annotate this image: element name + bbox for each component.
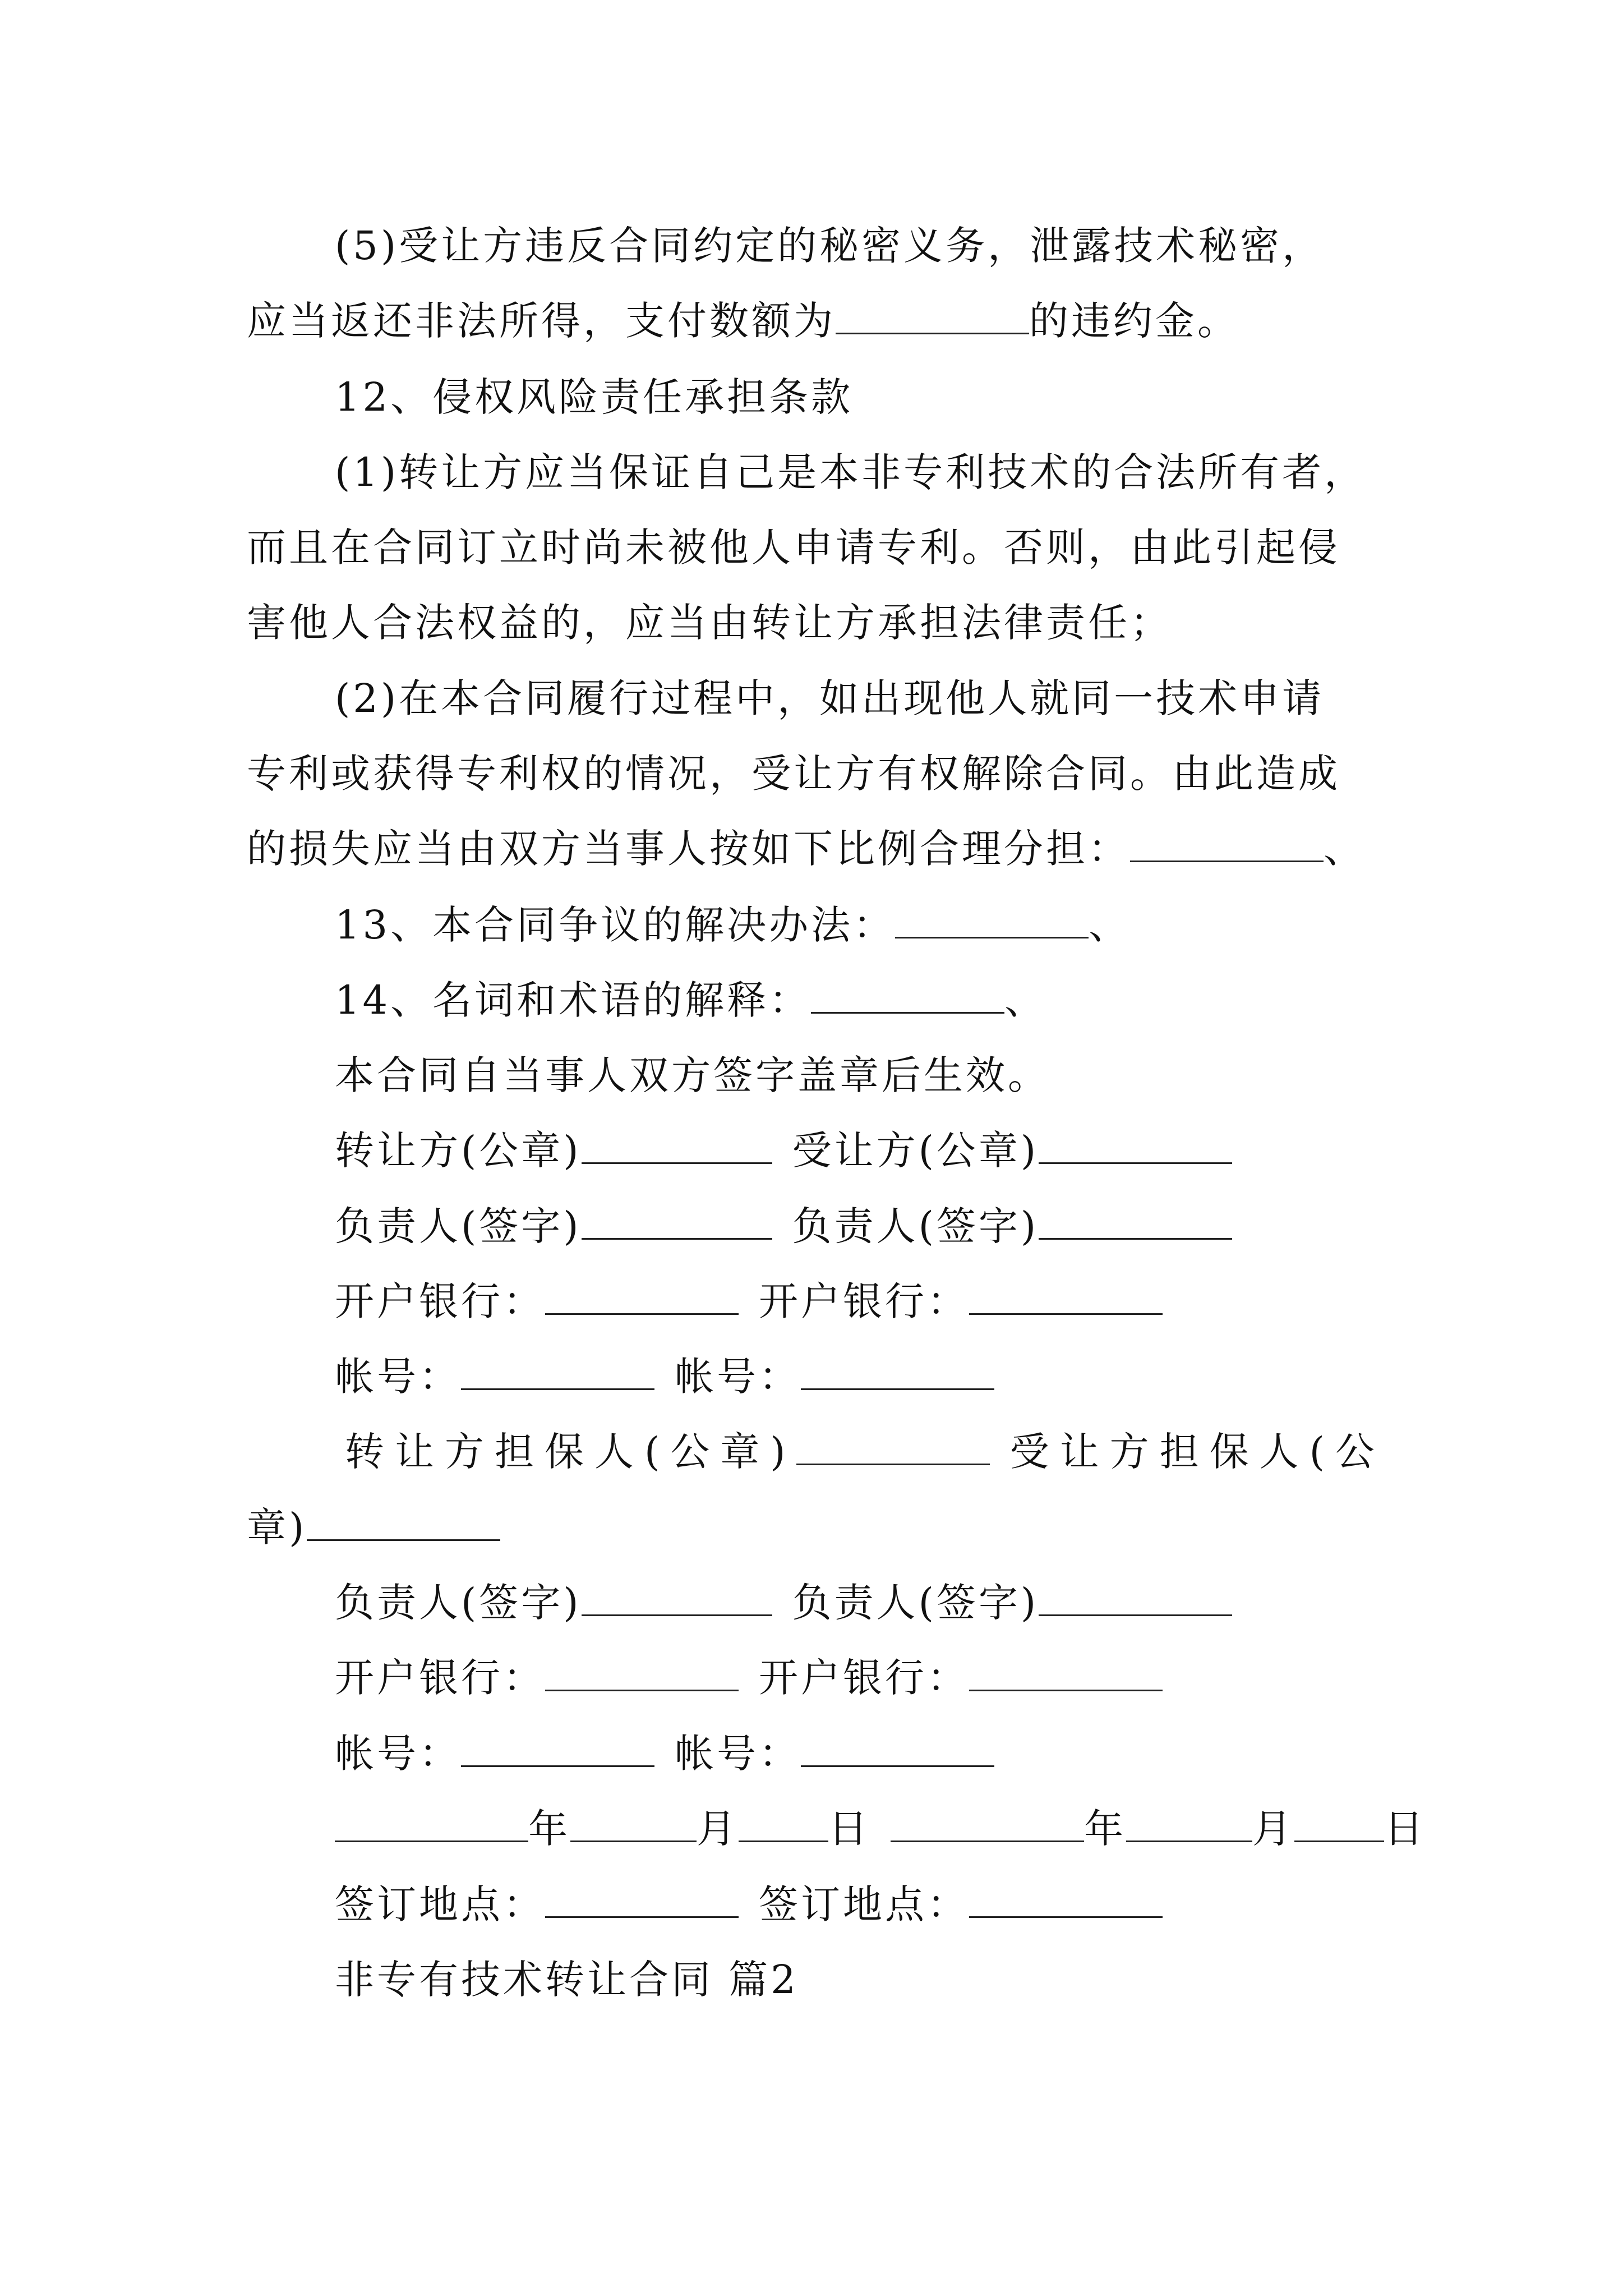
date-row: 年 月 日 年 月 日 [335,1803,1484,1854]
transferee-account-blank [801,1352,994,1390]
transferor-guarantor-bank-blank [545,1654,739,1691]
transferee-sign-place-blank [969,1880,1163,1918]
clause-12-1-line-3: 害他人合法权益的，应当由转让方承担法律责任； [247,600,1172,646]
bank-row: 开户银行： 开户银行： [335,1276,1484,1327]
guarantor-bank-row: 开户银行： 开户银行： [335,1653,1484,1703]
terms-definition-blank [811,976,1004,1014]
transferor-seal-blank [582,1126,772,1164]
clause-12-1-line-2: 而且在合同订立时尚未被他人申请专利。否则，由此引起侵 [247,524,1340,570]
clause-5-line-1: (5)受让方违反合同约定的秘密义务，泄露技术秘密， [335,223,1325,269]
transferee-day-blank [1294,1805,1384,1842]
transferor-account-blank [461,1352,654,1390]
transferee-month-blank [1126,1805,1252,1842]
loss-ratio-blank [1130,825,1324,862]
transferee-guarantor-seal-blank [307,1503,500,1541]
penalty-amount-blank [836,297,1029,334]
transferor-month-blank [570,1805,697,1842]
clause-12-2-line-1: (2)在本合同履行过程中，如出现他人就同一技术申请 [335,675,1325,721]
transferee-seal-blank [1039,1126,1232,1164]
transferee-guarantor-bank-blank [969,1654,1163,1691]
section-13-heading: 13、本合同争议的解决办法： 、 [335,902,1131,948]
transferee-signature-blank [1039,1202,1232,1240]
transferor-day-blank [739,1805,828,1842]
dispute-resolution-blank [895,901,1089,938]
section-14-heading: 14、名词和术语的解释： 、 [335,977,1047,1023]
transferee-guarantor-signature-blank [1039,1579,1232,1616]
clause-5-line-2: 应当返还非法所得，支付数额为 的违约金。 [247,298,1239,344]
guarantor-person-in-charge-row: 负责人(签字) 负责人(签字) [335,1577,1484,1628]
person-in-charge-row: 负责人(签字) 负责人(签字) [335,1201,1484,1251]
effective-statement: 本合同自当事人双方签字盖章后生效。 [335,1052,1050,1098]
transferor-guarantor-signature-blank [582,1579,772,1616]
clause-12-2-line-3: 的损失应当由双方当事人按如下比例合理分担： 、 [247,826,1366,872]
transferee-year-blank [891,1805,1084,1842]
transferor-guarantor-seal-blank [796,1428,990,1465]
transferee-bank-blank [969,1277,1163,1315]
account-row: 帐号： 帐号： [335,1351,1484,1402]
section-12-heading: 12、侵权风险责任承担条款 [335,374,854,420]
guarantor-account-row: 帐号： 帐号： [335,1728,1484,1779]
transferor-guarantor-account-blank [461,1729,654,1767]
transferor-bank-blank [545,1277,739,1315]
clause-12-1-line-1: (1)转让方应当保证自己是本非专利技术的合法所有者， [335,449,1367,495]
clause-12-2-line-2: 专利或获得专利权的情况，受让方有权解除合同。由此造成 [247,751,1340,797]
sign-place-row: 签订地点： 签订地点： [335,1879,1484,1930]
guarantor-row-line-2: 章) [247,1502,1396,1553]
guarantor-row-line-1: 转让方担保人(公章) 受让方担保人(公 [345,1429,1385,1475]
next-contract-title: 非专有技术转让合同 篇2 [335,1957,799,2003]
transferor-sign-place-blank [545,1880,739,1918]
seal-row: 转让方(公章) 受让方(公章) [335,1125,1484,1176]
transferee-guarantor-account-blank [801,1729,994,1767]
transferor-year-blank [335,1805,528,1842]
transferor-signature-blank [582,1202,772,1240]
